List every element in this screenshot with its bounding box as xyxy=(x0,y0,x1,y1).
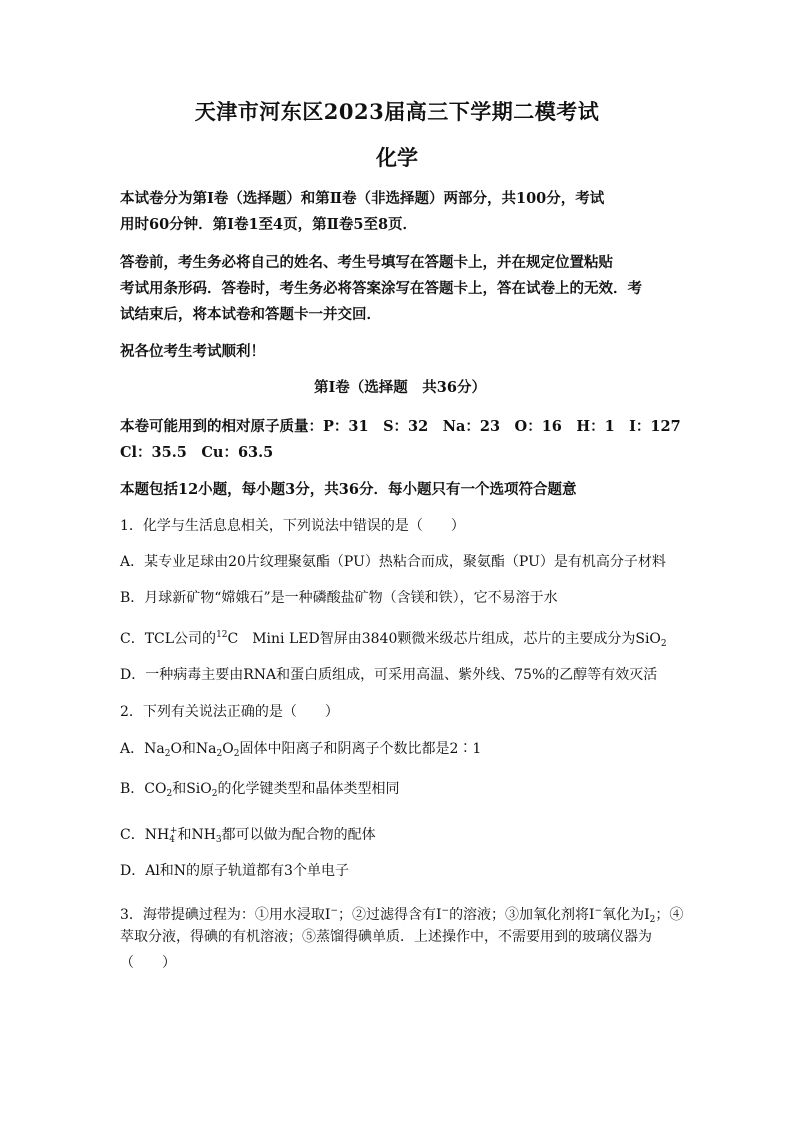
question-3-line-3: （ ） xyxy=(120,955,176,971)
question-2-option-a: A．$Na_2O$和$Na_2O_2$固体中阳离子和阴离子个数比都是2∶1 xyxy=(120,741,482,759)
question-1-option-c: C．TCL公司的$^{12}$C Mini LED智屏由3840颗微米级芯片组成，芯片的主要成分为SiO$_2$ xyxy=(120,630,667,649)
question-3-line-1: 3．海带提碘过程为：①用水浸取I−；②过滤得含有I−的溶液；③加氧化剂将I−氧化为$I_2$；④ xyxy=(120,906,684,925)
atomic-mass-note: 本卷可能用到的相对原子质量：P：31 S：32 Na：23 O：16 H：1 I：127 Cl：35.5 Cu：63.5 xyxy=(120,418,681,461)
question-2-option-c: C．$NH_4^+$和$NH_3$都可以做为配合物的配体 xyxy=(120,826,376,845)
question-1-option-a: A．某专业足球由20片纹理聚氨酯（PU）热粘合而成，聚氨酯（PU）是有机高分子材料 xyxy=(120,554,666,570)
question-2 xyxy=(120,699,680,725)
question-2-stem: 2．下列有关说法正确的是（ ） xyxy=(120,704,339,720)
good-luck-text: 祝各位考生考试顺利！ xyxy=(120,343,265,360)
question-3-line-2: 萃取分液，得碘的有机溶液；⑤蒸馏得碘单质．上述操作中，不需要用到的玻璃仪器为 xyxy=(120,929,652,945)
question-3 xyxy=(120,898,684,976)
exam-title: 天津市河东区2023届高三下学期二模考试 xyxy=(194,99,600,124)
question-1-stem: 1．化学与生活息息相关，下列说法中错误的是（ ） xyxy=(120,518,465,534)
intro-paragraph-1: 本试卷分为第Ⅰ卷（选择题）和第Ⅱ卷（非选择题）两部分，共100分，考试 用时60分钟．第Ⅰ卷1至4页，第Ⅱ卷5至8页． xyxy=(120,190,605,233)
intro-paragraph-2: 答卷前，考生务必将自己的姓名、考生号填写在答题卡上，并在规定位置粘贴 考试用条形码．答卷时，考生务必将答案涂写在答题卡上，答在试卷上的无效．考 试结束后，将本试卷和答题卡一并交回． xyxy=(120,254,642,323)
subject-title: 化学 xyxy=(376,145,418,170)
question-1 xyxy=(120,513,680,539)
section-heading: 第Ⅰ卷（选择题 共36分） xyxy=(314,379,486,396)
section-instructions: 本题包括12小题，每小题3分，共36分．每小题只有一个选项符合题意 xyxy=(120,481,577,498)
question-1-option-b: B．月球新矿物“嫦娥石”是一种磷酸盐矿物（含镁和铁），它不易溶于水 xyxy=(120,590,558,606)
question-2-option-b: B．$CO_2$和SiO$_2$的化学键类型和晶体类型相同 xyxy=(120,781,400,799)
question-1-option-d: D．一种病毒主要由RNA和蛋白质组成，可采用高温、紫外线、75%的乙醇等有效灭活 xyxy=(120,667,658,683)
question-2-option-d: D．Al和N的原子轨道都有3个单电子 xyxy=(120,863,349,879)
